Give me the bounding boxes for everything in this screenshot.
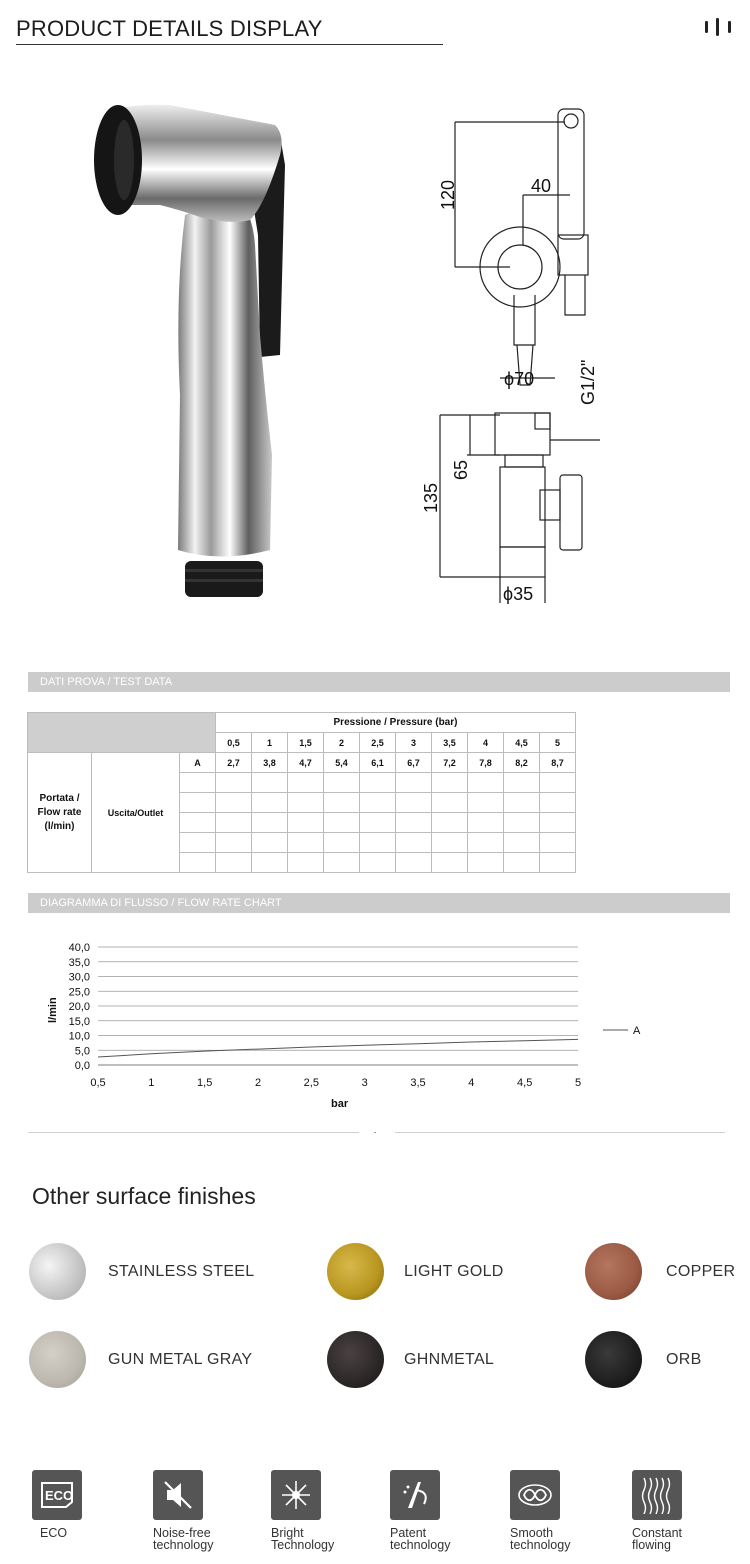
empty-cell: [288, 833, 324, 853]
section-divider: [28, 1132, 359, 1133]
feature-patent: [390, 1470, 490, 1551]
x-tick-label: 0,5: [90, 1077, 106, 1089]
swatch-gun-metal-gray: [29, 1331, 86, 1388]
dim-135: 135: [421, 482, 441, 513]
empty-cell: [396, 833, 432, 853]
empty-cell: [288, 773, 324, 793]
menu-lines-icon[interactable]: [703, 18, 733, 36]
pressure-cell: 1: [252, 733, 288, 753]
empty-cell: [324, 813, 360, 833]
flow-value-cell: 7,8: [468, 753, 504, 773]
empty-cell: [540, 773, 576, 793]
empty-cell: [540, 793, 576, 813]
empty-cell: [324, 773, 360, 793]
flow-rate-chart: [28, 935, 668, 1115]
empty-cell: [216, 853, 252, 873]
empty-cell: [504, 793, 540, 813]
constant-flow-icon: [632, 1470, 682, 1520]
feature-label-line1: Noise-free: [153, 1526, 211, 1540]
finish-gun-metal-gray[interactable]: [29, 1331, 252, 1388]
x-tick-label: 1: [148, 1077, 155, 1089]
legend-label-a: A: [633, 1025, 641, 1037]
feature-label-line2: flowing: [632, 1538, 671, 1552]
section-divider: [395, 1132, 725, 1133]
empty-cell: [504, 833, 540, 853]
feature-label-line1: Smooth: [510, 1526, 554, 1540]
empty-cell: [432, 793, 468, 813]
technical-drawing: [410, 95, 610, 610]
empty-cell: [504, 813, 540, 833]
empty-cell: [288, 793, 324, 813]
y-tick-label: 15,0: [68, 1015, 90, 1028]
pressure-cell: 0,5: [216, 733, 252, 753]
empty-cell: [468, 833, 504, 853]
noise-free-icon: [153, 1470, 203, 1520]
dim-70: ϕ70: [504, 369, 535, 389]
feature-noise-free: [153, 1470, 253, 1551]
x-tick-label: 3,5: [410, 1077, 426, 1089]
row-a-label: A: [180, 753, 216, 773]
finish-stainless-steel[interactable]: [29, 1243, 254, 1300]
series-a-line: [98, 1039, 578, 1057]
test-data-table: [27, 712, 576, 873]
x-tick-label: 4: [468, 1077, 475, 1089]
empty-cell: [504, 853, 540, 873]
flow-value-cell: 8,7: [540, 753, 576, 773]
finish-ghnmetal[interactable]: [327, 1331, 494, 1388]
swatch-copper: [585, 1243, 642, 1300]
finish-light-gold[interactable]: [327, 1243, 504, 1300]
swatch-stainless-steel: [29, 1243, 86, 1300]
y-tick-label: 30,0: [68, 971, 90, 984]
pressure-cell: 2,5: [360, 733, 396, 753]
empty-cell: [252, 853, 288, 873]
empty-cell: [432, 813, 468, 833]
empty-cell: [180, 773, 216, 793]
flow-value-cell: 6,1: [360, 753, 396, 773]
dim-35: ϕ35: [503, 584, 534, 604]
test-data-header: DATI PROVA / TEST DATA: [28, 672, 730, 692]
eco-icon: [32, 1470, 82, 1520]
finish-label: GHNMETAL: [404, 1350, 495, 1368]
y-tick-label: 20,0: [68, 1001, 90, 1013]
flow-value-cell: 4,7: [288, 753, 324, 773]
empty-cell: [216, 833, 252, 853]
feature-label-line2: technology: [390, 1538, 451, 1552]
outlet-label: Uscita/Outlet: [92, 753, 180, 873]
product-image: [80, 95, 310, 605]
empty-cell: [216, 813, 252, 833]
feature-bright: [271, 1470, 371, 1551]
feature-label-line1: Patent: [390, 1526, 427, 1540]
empty-cell: [360, 833, 396, 853]
finish-label: COPPER: [666, 1262, 736, 1280]
empty-cell: [252, 793, 288, 813]
feature-label-line1: Constant: [632, 1526, 683, 1540]
empty-cell: [540, 813, 576, 833]
dim-g12: G1/2": [578, 359, 598, 405]
empty-cell: [180, 813, 216, 833]
empty-cell: [432, 833, 468, 853]
x-tick-label: 4,5: [517, 1077, 533, 1089]
smooth-icon: [510, 1470, 560, 1520]
empty-cell: [468, 773, 504, 793]
empty-cell: [324, 853, 360, 873]
finish-label: STAINLESS STEEL: [108, 1262, 255, 1280]
title-divider: [16, 44, 443, 45]
table-corner: [28, 713, 216, 753]
bright-icon: [271, 1470, 321, 1520]
empty-cell: [504, 773, 540, 793]
empty-cell: [540, 853, 576, 873]
empty-cell: [252, 833, 288, 853]
finish-label: GUN METAL GRAY: [108, 1350, 253, 1368]
feature-smooth: [510, 1470, 610, 1551]
y-tick-label: 10,0: [68, 1030, 90, 1043]
empty-cell: [432, 773, 468, 793]
x-tick-label: 5: [574, 1077, 582, 1089]
empty-cell: [252, 773, 288, 793]
flow-chart-header: DIAGRAMMA DI FLUSSO / FLOW RATE CHART: [28, 893, 730, 913]
dim-40: 40: [531, 176, 552, 196]
empty-cell: [252, 813, 288, 833]
feature-label-line1: Bright: [271, 1526, 304, 1540]
pressure-cell: 2: [324, 733, 360, 753]
y-tick-label: 0,0: [74, 1060, 90, 1072]
empty-cell: [432, 853, 468, 873]
feature-label-line2: technology: [510, 1538, 571, 1552]
table-row: [28, 753, 576, 773]
empty-cell: [468, 813, 504, 833]
empty-cell: [396, 813, 432, 833]
x-tick-label: 1,5: [197, 1077, 213, 1089]
empty-cell: [288, 813, 324, 833]
x-tick-label: 2: [254, 1077, 262, 1089]
feature-label: ECO: [40, 1526, 68, 1540]
dim-65: 65: [451, 459, 471, 480]
empty-cell: [468, 793, 504, 813]
empty-cell: [324, 793, 360, 813]
flow-value-cell: 5,4: [324, 753, 360, 773]
empty-cell: [360, 853, 396, 873]
empty-cell: [180, 853, 216, 873]
empty-cell: [180, 793, 216, 813]
finish-label: LIGHT GOLD: [404, 1262, 504, 1280]
empty-cell: [360, 773, 396, 793]
swatch-orb: [585, 1331, 642, 1388]
empty-cell: [396, 793, 432, 813]
empty-cell: [324, 833, 360, 853]
finish-copper[interactable]: [585, 1243, 735, 1300]
flow-value-cell: 6,7: [396, 753, 432, 773]
finishes-title: Other surface finishes: [32, 1183, 256, 1209]
x-tick-label: 3: [361, 1077, 368, 1089]
swatch-light-gold: [327, 1243, 384, 1300]
y-axis-label: l/min: [47, 997, 59, 1023]
empty-cell: [288, 853, 324, 873]
pressure-cell: 5: [540, 733, 576, 753]
flow-value-cell: 7,2: [432, 753, 468, 773]
empty-cell: [360, 793, 396, 813]
empty-cell: [216, 773, 252, 793]
empty-cell: [396, 853, 432, 873]
empty-cell: [396, 773, 432, 793]
pressure-cell: 3,5: [432, 733, 468, 753]
feature-label-line2: Technology: [271, 1538, 335, 1552]
empty-cell: [180, 833, 216, 853]
flow-value-cell: 8,2: [504, 753, 540, 773]
x-tick-label: 2,5: [303, 1077, 319, 1089]
y-tick-label: 35,0: [68, 956, 90, 969]
pressure-cell: 4,5: [504, 733, 540, 753]
pressure-cell: 3: [396, 733, 432, 753]
empty-cell: [216, 793, 252, 813]
empty-cell: [468, 853, 504, 873]
flow-rate-label: Portata / Flow rate (l/min): [28, 753, 92, 873]
flow-value-cell: 2,7: [216, 753, 252, 773]
y-tick-label: 40,0: [68, 942, 90, 954]
divider-dot: [374, 1132, 376, 1133]
flow-value-cell: 3,8: [252, 753, 288, 773]
pressure-cell: 4: [468, 733, 504, 753]
empty-cell: [360, 813, 396, 833]
y-tick-label: 5,0: [74, 1045, 90, 1058]
finish-label: ORB: [666, 1350, 702, 1368]
finish-orb[interactable]: [585, 1331, 702, 1388]
svg-text:ECO: ECO: [45, 1488, 74, 1503]
feature-eco: [32, 1470, 132, 1539]
feature-label-line2: technology: [153, 1538, 214, 1552]
x-axis-label: bar: [331, 1098, 349, 1110]
empty-cell: [540, 833, 576, 853]
pressure-cell: 1,5: [288, 733, 324, 753]
patent-icon: [390, 1470, 440, 1520]
swatch-ghnmetal: [327, 1331, 384, 1388]
pressure-header: Pressione / Pressure (bar): [216, 713, 576, 733]
dim-120: 120: [438, 179, 458, 210]
feature-constant-flow: [632, 1470, 732, 1551]
page-title: PRODUCT DETAILS DISPLAY: [16, 16, 323, 41]
y-tick-label: 25,0: [68, 986, 90, 999]
